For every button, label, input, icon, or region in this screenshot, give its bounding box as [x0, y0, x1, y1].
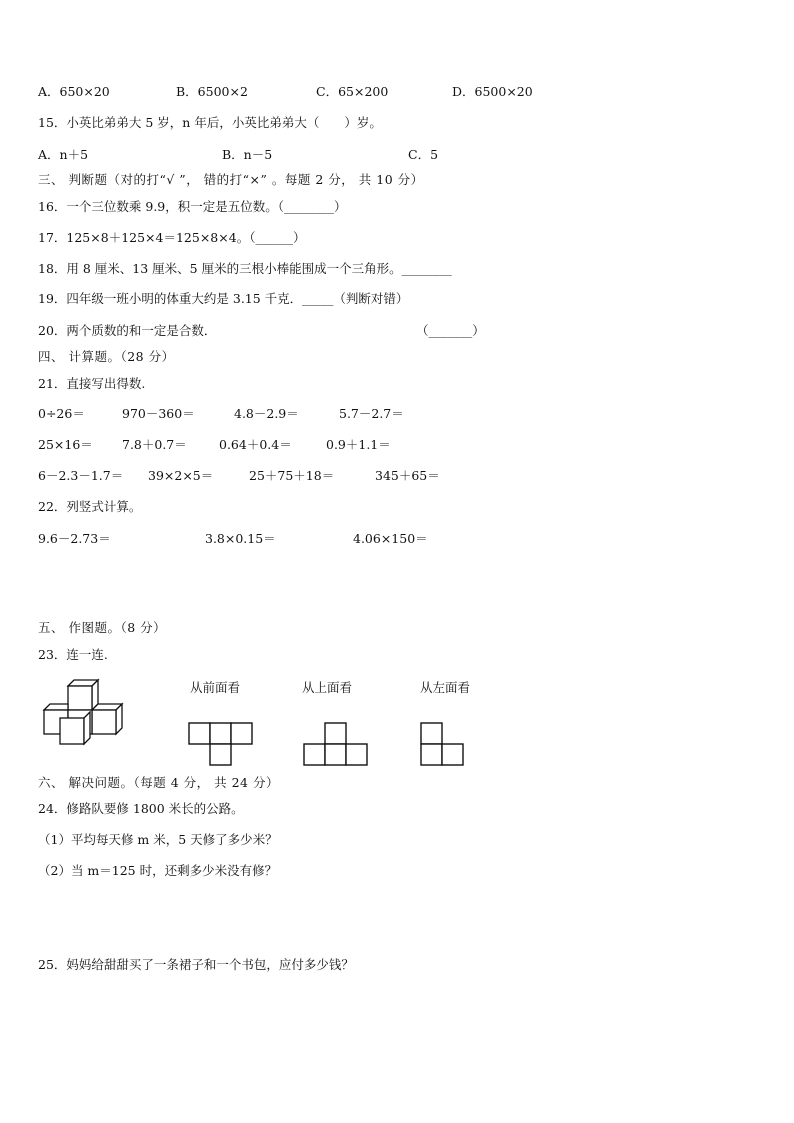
section-4-title: 四、 计算题。（28 分）	[38, 349, 175, 364]
calc-item: 6－2.3－1.7＝	[38, 468, 124, 483]
question-15: 15．小英比弟弟大 5 岁，n 年后，小英比弟弟大（ ）岁。	[38, 115, 382, 130]
question-16: 16．一个三位数乘 9.9，积一定是五位数。（________）	[38, 199, 347, 214]
calc-item: 4.8－2.9＝	[234, 406, 299, 421]
vertical-calc-item: 3.8×0.15＝	[205, 531, 276, 546]
calc-item: 0.9＋1.1＝	[326, 437, 391, 452]
calc-item: 25×16＝	[38, 437, 93, 452]
view-label-left: 从左面看	[420, 680, 471, 695]
q15-option-b: B．n－5	[222, 147, 273, 162]
section-3-title: 三、 判断题（对的打“√ ”， 错的打“×” 。每题 2 分， 共 10 分）	[38, 172, 424, 187]
view-inverted-t-shape	[303, 722, 369, 766]
view-l-shape	[420, 722, 466, 766]
view-label-top: 从上面看	[302, 680, 353, 695]
cube-stack-figure	[40, 676, 128, 746]
question-23: 23．连一连.	[38, 647, 108, 662]
q24-part-2: （2）当 m＝125 时，还剩多少米没有修？	[38, 863, 278, 878]
view-t-shape	[188, 722, 254, 766]
question-20: 20．两个质数的和一定是合数．	[38, 323, 217, 338]
calc-item: 39×2×5＝	[148, 468, 214, 483]
vertical-calc-item: 9.6－2.73＝	[38, 531, 111, 546]
q15-option-a: A．n＋5	[38, 147, 89, 162]
q14-option-c: C．65×200	[316, 84, 389, 99]
question-22: 22．列竖式计算。	[38, 499, 142, 514]
calc-item: 5.7－2.7＝	[339, 406, 404, 421]
calc-item: 345＋65＝	[375, 468, 440, 483]
question-24: 24．修路队要修 1800 米长的公路。	[38, 801, 244, 816]
calc-item: 0÷26＝	[38, 406, 85, 421]
section-5-title: 五、 作图题。（8 分）	[38, 620, 167, 635]
q14-option-a: A．650×20	[38, 84, 110, 99]
question-19: 19．四年级一班小明的体重大约是 3.15 千克．_____（判断对错）	[38, 291, 409, 306]
question-21: 21．直接写出得数.	[38, 376, 146, 391]
q24-part-1: （1）平均每天修 m 米，5 天修了多少米？	[38, 832, 278, 847]
calc-item: 25＋75＋18＝	[249, 468, 335, 483]
q14-option-b: B．6500×2	[176, 84, 248, 99]
q14-option-d: D．6500×20	[452, 84, 533, 99]
calc-item: 970－360＝	[122, 406, 195, 421]
question-25: 25．妈妈给甜甜买了一条裙子和一个书包，应付多少钱？	[38, 957, 354, 972]
calc-item: 7.8＋0.7＝	[122, 437, 187, 452]
question-17: 17．125×8＋125×4＝125×8×4。（______）	[38, 230, 306, 245]
view-label-front: 从前面看	[190, 680, 241, 695]
section-6-title: 六、 解决问题。（每题 4 分， 共 24 分）	[38, 775, 279, 790]
q15-option-c: C．5	[408, 147, 439, 162]
q20-answer-blank: （_______）	[416, 323, 485, 338]
calc-item: 0.64＋0.4＝	[219, 437, 292, 452]
question-18: 18．用 8 厘米、13 厘米、5 厘米的三根小棒能围成一个三角形。________	[38, 261, 452, 276]
vertical-calc-item: 4.06×150＝	[353, 531, 428, 546]
